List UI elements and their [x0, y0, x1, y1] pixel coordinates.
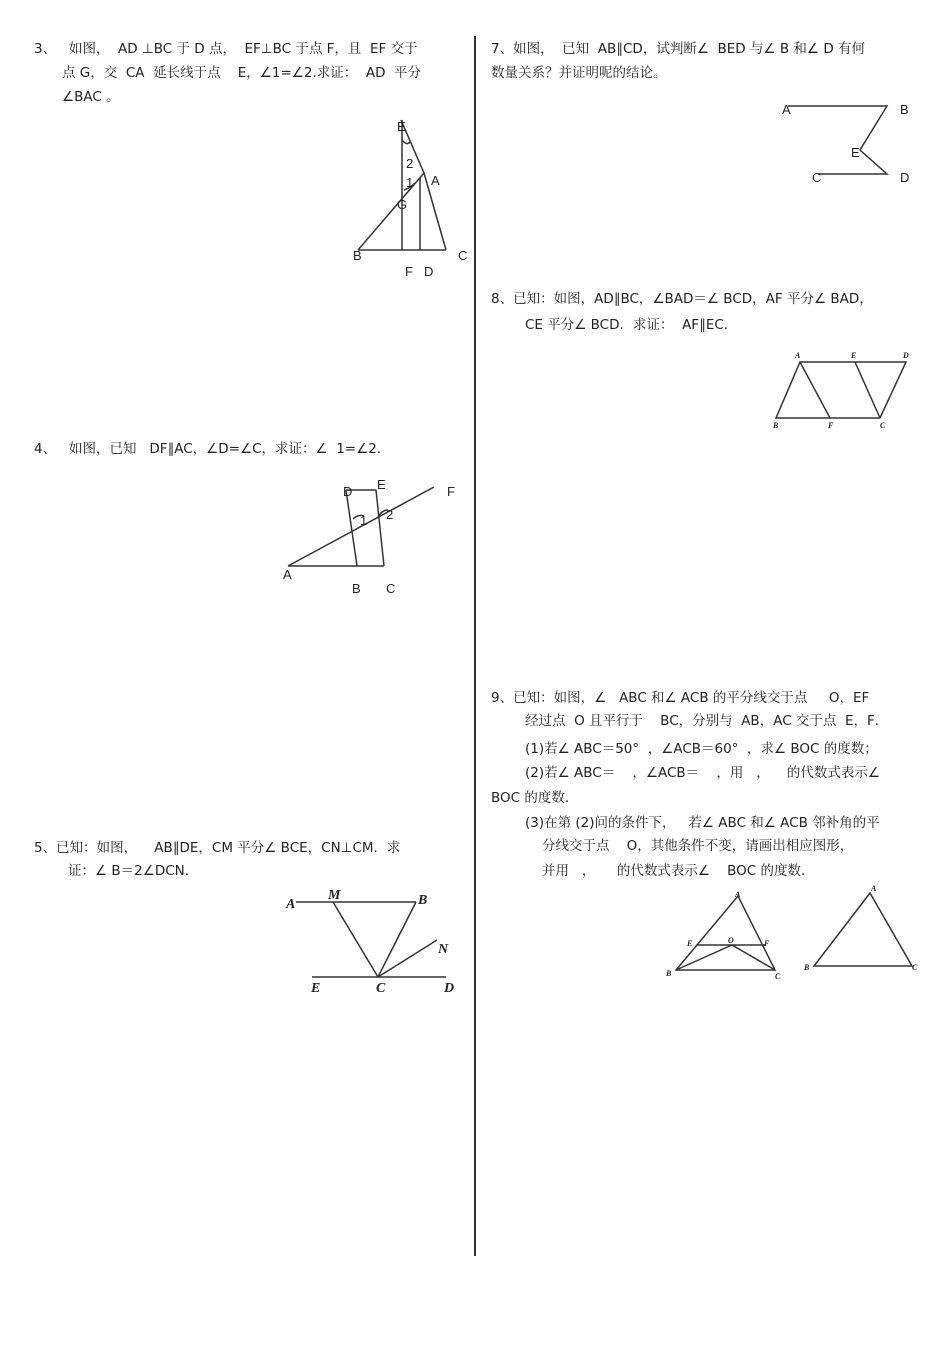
label-M: M: [328, 888, 341, 903]
label-E: E: [377, 477, 386, 492]
label-2: 2: [386, 507, 394, 522]
label-1: 1: [406, 175, 414, 190]
label-B: B: [418, 893, 428, 908]
problem-9-question-3a: (3)在第 (2)问的条件下， 若∠ ABC 和∠ ACB 邻补角的平: [525, 815, 880, 831]
label-F: F: [447, 484, 455, 499]
triangle-abc-blank: [814, 893, 912, 966]
label-C: C: [775, 972, 781, 981]
problem-3-line-3: ∠BAC 。: [62, 89, 120, 105]
label-1: 1: [360, 513, 368, 528]
problem-9-question-2b: BOC 的度数.: [491, 790, 570, 806]
label-E: E: [311, 981, 321, 996]
label-N: N: [438, 942, 449, 957]
label-E: E: [851, 145, 860, 160]
label-B: B: [352, 581, 361, 596]
label-C: C: [912, 963, 918, 972]
label-A: A: [286, 897, 296, 912]
label-A: A: [283, 567, 292, 582]
label-B: B: [804, 963, 810, 972]
problem-7-line-2: 数量关系？并证明呢的结论。: [491, 65, 667, 81]
label-D: D: [424, 264, 434, 279]
problem-8-line-2: CE 平分∠ BCD．求证： AF∥EC．: [525, 317, 738, 333]
label-B: B: [900, 102, 909, 117]
label-F: F: [828, 421, 834, 430]
label-B: B: [666, 969, 672, 978]
label-B: B: [353, 248, 362, 263]
label-C: C: [386, 581, 396, 596]
problem-9-line-1: 9、已知：如图，∠ ABC 和∠ ACB 的平分线交于点 O，EF: [491, 690, 870, 706]
label-O: O: [728, 936, 734, 945]
label-2: 2: [406, 156, 414, 171]
label-E: E: [397, 119, 406, 134]
label-E: E: [687, 939, 693, 948]
problem-8-line-1: 8、已知：如图，AD∥BC，∠BAD＝∠ BCD，AF 平分∠ BAD，: [491, 291, 873, 307]
label-D: D: [900, 170, 910, 185]
label-D: D: [343, 484, 353, 499]
problem-9-question-1: (1)若∠ ABC＝50° ，∠ACB＝60° ，求∠ BOC 的度数；: [525, 741, 878, 757]
problem-3-line-1: 3、 如图， AD ⊥BC 于 D 点， EF⊥BC 于点 F，且 EF 交于: [34, 41, 418, 57]
label-F: F: [405, 264, 413, 279]
problem-4-line-1: 4、 如图，已知 DF∥AC，∠D=∠C，求证：∠ 1=∠2.: [34, 441, 382, 457]
label-A: A: [431, 173, 440, 188]
label-C: C: [880, 421, 886, 430]
label-A: A: [782, 102, 791, 117]
problem-9-question-2a: (2)若∠ ABC＝ ，∠ACB＝ ，用 ， 的代数式表示∠: [525, 765, 880, 781]
problem-7-line-1: 7、如图， 已知 AB∥CD，试判断∠ BED 与∠ B 和∠ D 有何: [491, 41, 866, 57]
label-C: C: [812, 170, 822, 185]
label-D: D: [444, 981, 455, 996]
label-B: B: [773, 421, 779, 430]
problem-9-question-3b: 分线交于点 O，其他条件不变，请画出相应图形，: [542, 838, 854, 854]
problem-9-question-3c: 并用 ， 的代数式表示∠ BOC 的度数.: [542, 863, 806, 879]
label-A: A: [795, 351, 801, 360]
problem-5-line-2: 证：∠ B＝2∠DCN．: [68, 863, 199, 879]
label-D: D: [903, 351, 909, 360]
problem-3-line-2: 点 G，交 CA 延长线于点 E，∠1=∠2.求证： AD 平分: [62, 65, 422, 81]
label-A: A: [735, 890, 741, 899]
label-C: C: [376, 981, 386, 996]
problem-5-line-1: 5、已知：如图， AB∥DE，CM 平分∠ BCE，CN⊥CM．求: [34, 840, 401, 856]
label-G: G: [397, 197, 408, 212]
label-A: A: [871, 884, 877, 893]
problem-9-line-2: 经过点 O 且平行于 BC，分别与 AB，AC 交于点 E，F．: [525, 713, 889, 729]
label-C: C: [458, 248, 468, 263]
label-E: E: [851, 351, 857, 360]
label-F: F: [764, 939, 770, 948]
